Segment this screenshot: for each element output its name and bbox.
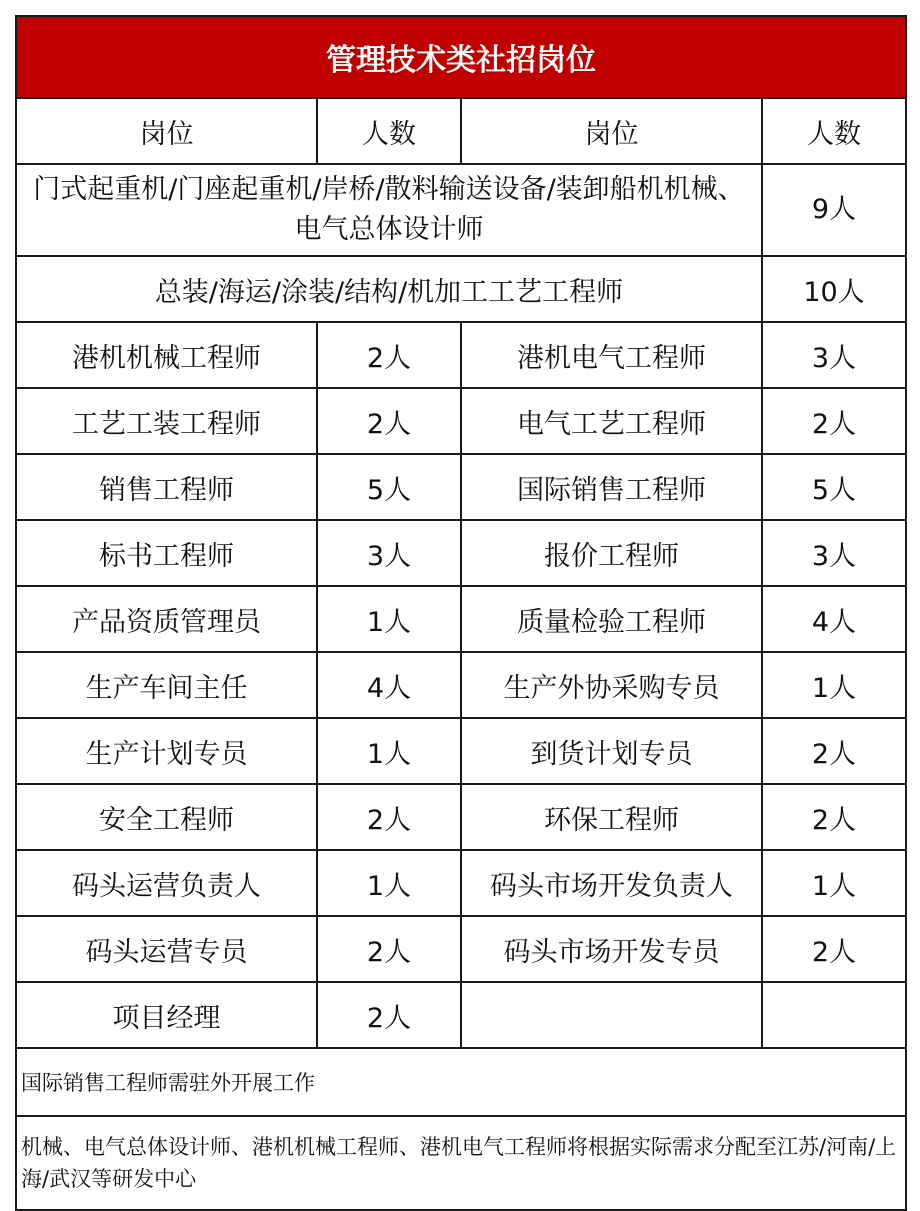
post-cell: 生产外协采购专员	[461, 652, 762, 718]
table-row	[16, 652, 906, 718]
note-text: 机械、电气总体设计师、港机机械工程师、港机电气工程师将根据实际需求分配至江苏/河南/上海/武汉等研发中心	[16, 1116, 906, 1210]
count-cell: 2人	[317, 322, 461, 388]
post-cell: 总装/海运/涂装/结构/机加工工艺工程师	[16, 256, 762, 322]
header-count-right: 人数	[762, 98, 906, 164]
post-cell: 销售工程师	[16, 454, 317, 520]
count-cell: 2人	[317, 982, 461, 1048]
table-title: 管理技术类社招岗位	[16, 16, 906, 98]
post-cell: 产品资质管理员	[16, 586, 317, 652]
post-cell: 码头市场开发负责人	[461, 850, 762, 916]
header-row	[16, 98, 906, 164]
post-cell: 工艺工装工程师	[16, 388, 317, 454]
table-row	[16, 586, 906, 652]
count-cell: 1人	[762, 652, 906, 718]
count-cell: 4人	[762, 586, 906, 652]
count-cell: 2人	[762, 784, 906, 850]
note-row	[16, 1116, 906, 1210]
count-cell: 3人	[317, 520, 461, 586]
post-cell: 电气工艺工程师	[461, 388, 762, 454]
table-title-row	[16, 16, 906, 98]
count-cell: 1人	[317, 718, 461, 784]
count-cell: 4人	[317, 652, 461, 718]
count-cell: 3人	[762, 520, 906, 586]
table-row	[16, 322, 906, 388]
count-cell	[762, 982, 906, 1048]
table-row	[16, 454, 906, 520]
job-table-container	[15, 15, 905, 1211]
count-cell: 3人	[762, 322, 906, 388]
count-cell: 1人	[317, 850, 461, 916]
post-cell	[461, 982, 762, 1048]
header-count-left: 人数	[317, 98, 461, 164]
post-cell: 报价工程师	[461, 520, 762, 586]
table-row-wide	[16, 256, 906, 322]
header-post-left: 岗位	[16, 98, 317, 164]
post-cell: 质量检验工程师	[461, 586, 762, 652]
note-text: 国际销售工程师需驻外开展工作	[16, 1048, 906, 1116]
post-cell: 码头运营专员	[16, 916, 317, 982]
count-cell: 5人	[317, 454, 461, 520]
table-row	[16, 850, 906, 916]
post-cell: 码头市场开发专员	[461, 916, 762, 982]
post-cell: 安全工程师	[16, 784, 317, 850]
post-cell: 港机电气工程师	[461, 322, 762, 388]
post-cell: 港机机械工程师	[16, 322, 317, 388]
count-cell: 9人	[762, 164, 906, 256]
table-row	[16, 388, 906, 454]
count-cell: 2人	[762, 916, 906, 982]
note-row	[16, 1048, 906, 1116]
job-table	[15, 15, 907, 1211]
post-cell: 到货计划专员	[461, 718, 762, 784]
post-cell: 生产车间主任	[16, 652, 317, 718]
count-cell: 1人	[762, 850, 906, 916]
table-row	[16, 784, 906, 850]
post-cell: 环保工程师	[461, 784, 762, 850]
table-row	[16, 982, 906, 1048]
post-cell: 项目经理	[16, 982, 317, 1048]
count-cell: 5人	[762, 454, 906, 520]
count-cell: 2人	[762, 718, 906, 784]
table-row	[16, 718, 906, 784]
table-row	[16, 916, 906, 982]
table-row-wide	[16, 164, 906, 256]
post-cell: 生产计划专员	[16, 718, 317, 784]
count-cell: 1人	[317, 586, 461, 652]
count-cell: 10人	[762, 256, 906, 322]
count-cell: 2人	[317, 916, 461, 982]
count-cell: 2人	[762, 388, 906, 454]
post-cell: 码头运营负责人	[16, 850, 317, 916]
table-row	[16, 520, 906, 586]
post-cell: 门式起重机/门座起重机/岸桥/散料输送设备/装卸船机机械、电气总体设计师	[16, 164, 762, 256]
header-post-right: 岗位	[461, 98, 762, 164]
count-cell: 2人	[317, 784, 461, 850]
count-cell: 2人	[317, 388, 461, 454]
post-cell: 标书工程师	[16, 520, 317, 586]
post-cell: 国际销售工程师	[461, 454, 762, 520]
